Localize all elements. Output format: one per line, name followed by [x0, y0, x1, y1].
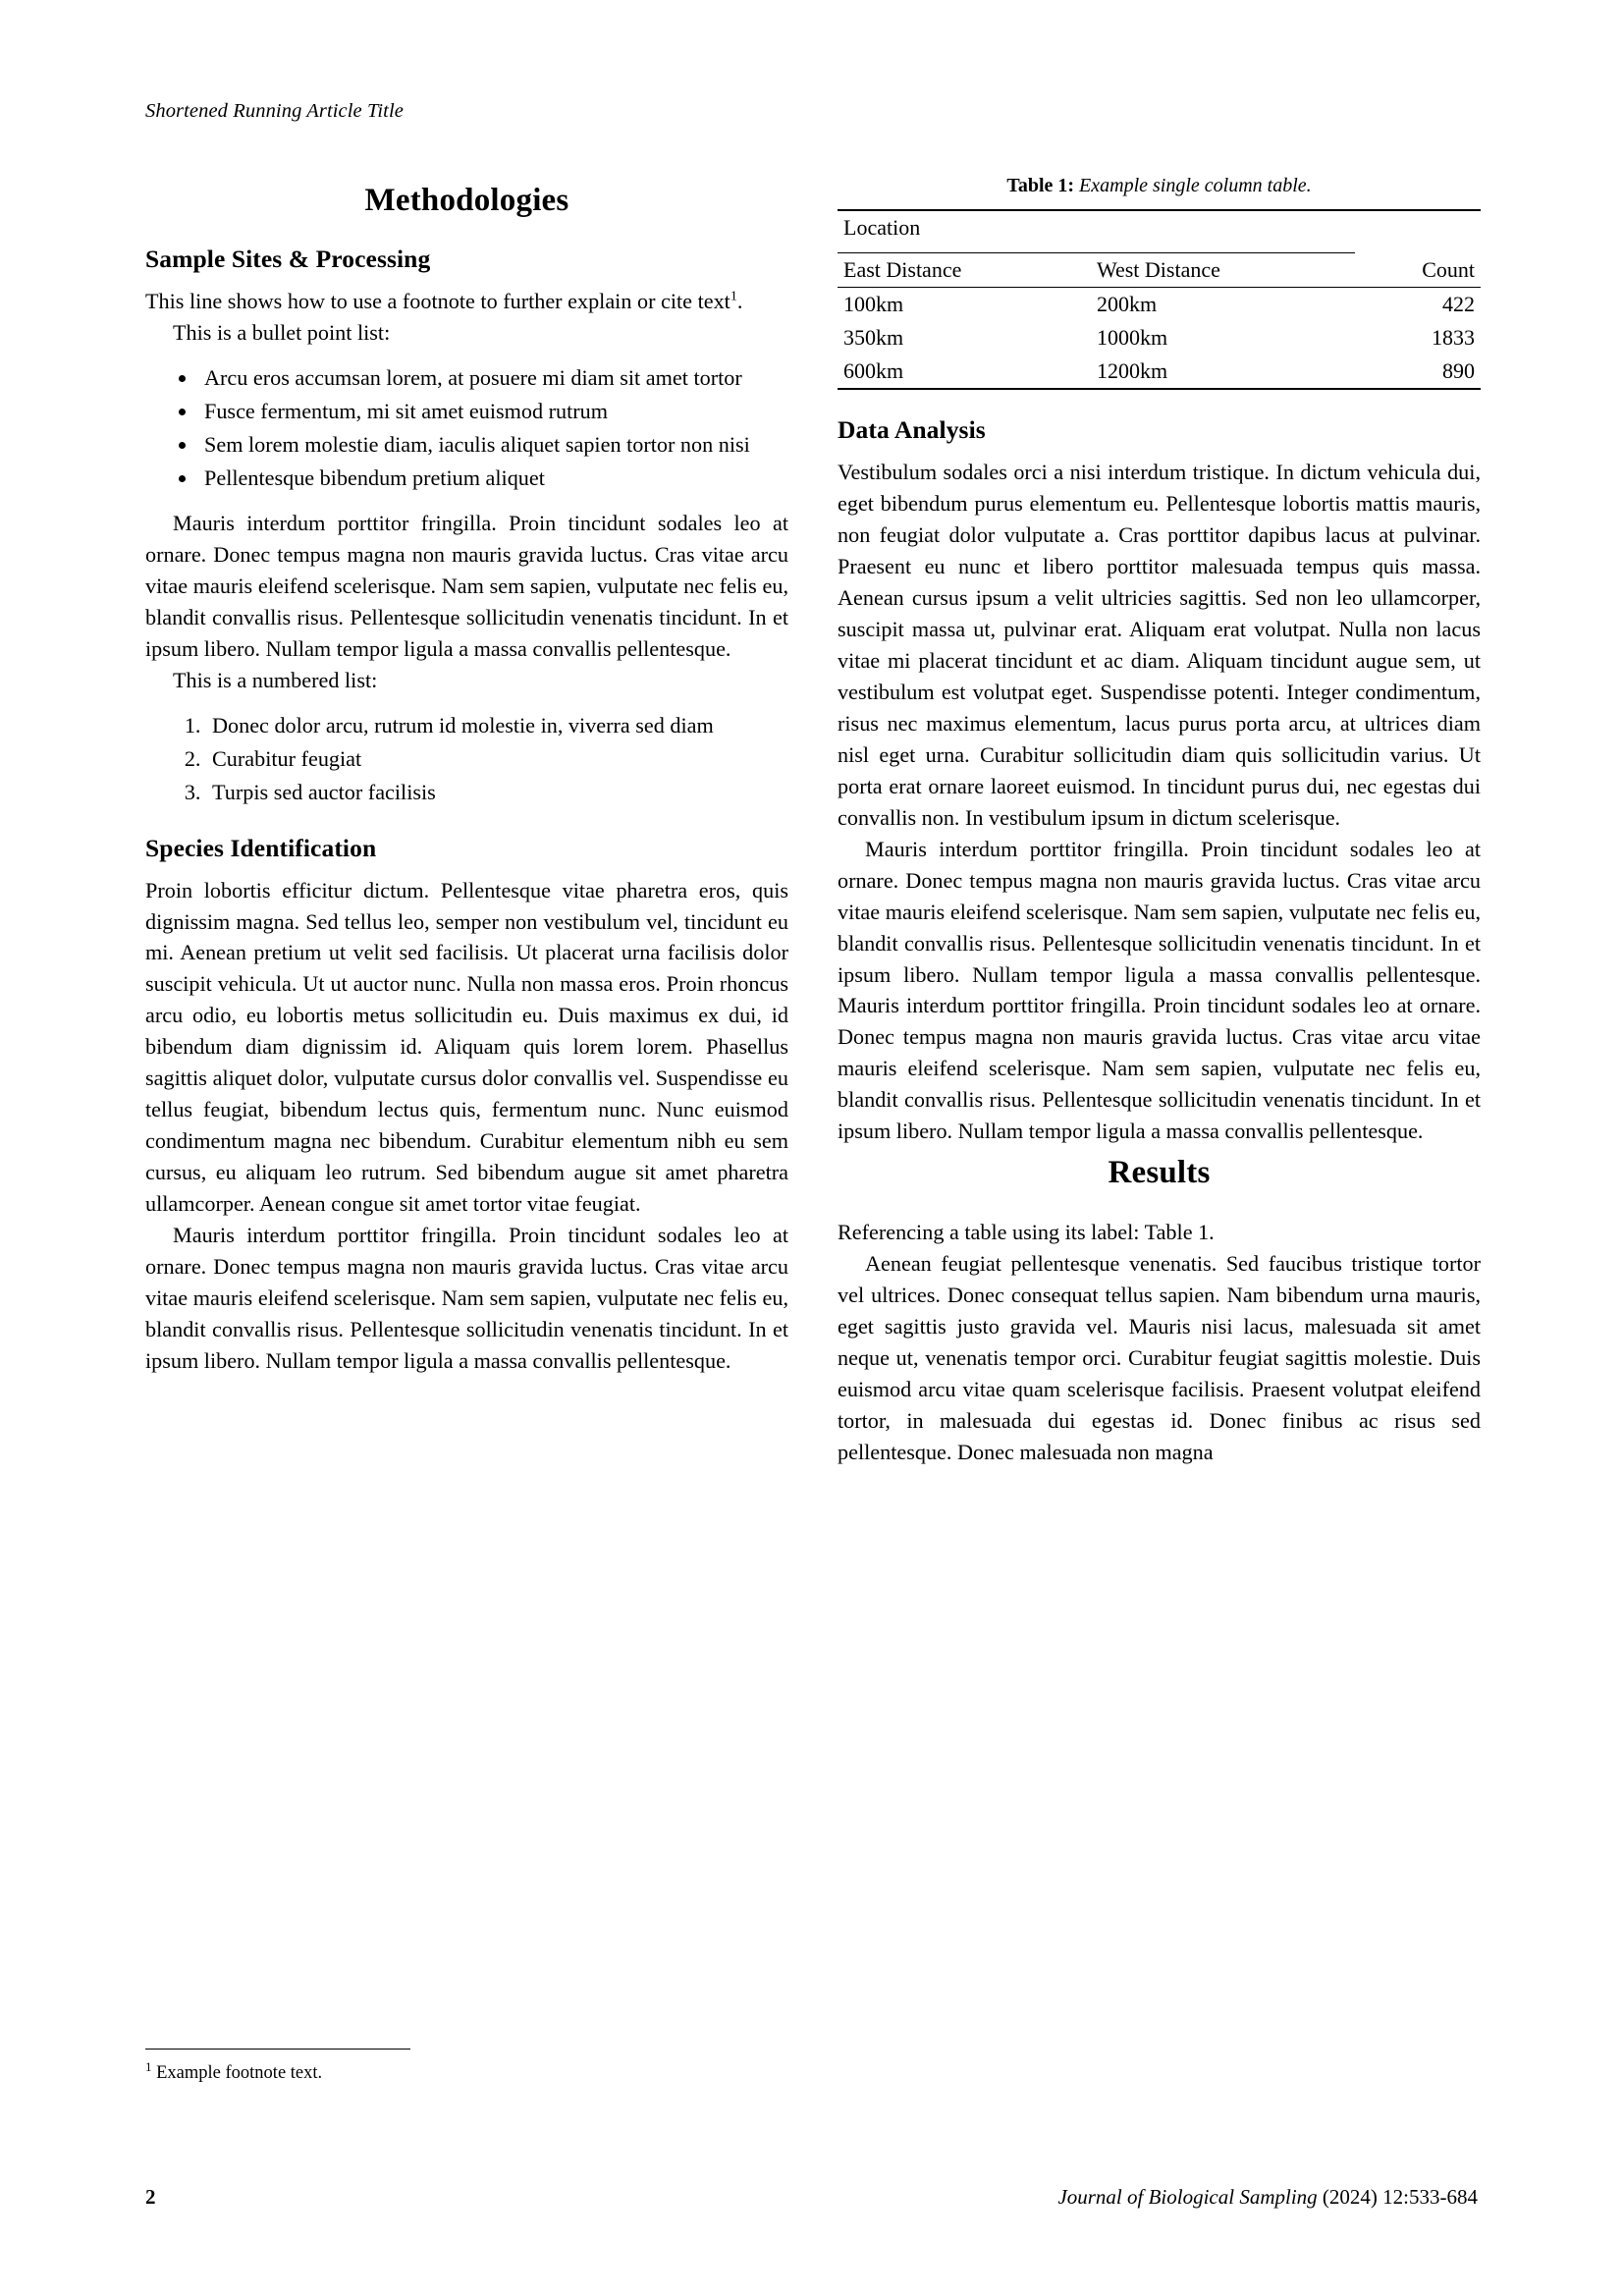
table-cell: 1833 — [1432, 325, 1475, 350]
table-row — [838, 355, 1481, 389]
paragraph-footnote-intro — [145, 286, 788, 317]
bullet-list-intro: This is a bullet point list: — [173, 319, 391, 345]
paragraph-species-1: Proin lobortis efficitur dictum. Pellentesque vitae pharetra eros, quis dignissim magna. Sed tellus leo, semper non vestibulum vel, tincidunt eu mi. Aenean pretium ut velit sed facilisis. Ut placerat urna facilisis dolor suscipit vehicula. Ut ut auctor nunc. Nulla non massa eros. Proin rhoncus arcu odio, eu lobortis metus sollicitudin eu. Duis maximus ex dui, id bibendum diam dignissim id. Aliquam quis lorem lorem. Phasellus sagittis aliquet dolor, vulputate cursus dolor convallis vel. Suspendisse eu tellus feugiat, bibendum lectus quis, fermentum nunc. Nunc euismod condimentum magna nec bibendum. Curabitur elementum nibh eu sem cursus, eu aliquam leo rutrum. Sed bibendum augue sit amet pharetra ullamcorper. Aenean congue sit amet tortor vitae feugiat. — [145, 877, 788, 1217]
numbered-list-intro: This is a numbered list: — [173, 667, 378, 692]
table-row — [838, 288, 1481, 322]
list-item: 2. Curabitur feugiat — [206, 743, 788, 775]
footnote-body: Example footnote text. — [156, 2063, 323, 2084]
paragraph-mauris-1: Mauris interdum porttitor fringilla. Proin tincidunt sodales leo at ornare. Donec tempus magna non mauris gravida luctus. Cras vitae arcu vitae mauris eleifend scelerisque. Nam sem sapien, vulputate nec felis eu, blandit convallis risus. Pellentesque sollicitudin venenatis tincidunt. In et ipsum libero. Nullam tempor ligula a massa convallis pellentesque. — [145, 510, 788, 661]
table-group-rule-row — [838, 245, 1481, 253]
list-item: • Pellentesque bibendum pretium aliquet — [198, 463, 788, 494]
table-header-cell: West Distance — [1091, 253, 1355, 288]
table-group-header: Location — [838, 210, 1355, 245]
heading-species-identification: Species Identification — [145, 833, 377, 862]
paragraph-mauris-3: Mauris interdum porttitor fringilla. Proin tincidunt sodales leo at ornare. Donec tempus magna non mauris gravida luctus. Cras vitae arcu vitae mauris eleifend scelerisque. Nam sem sapien, vulputate nec felis eu, blandit convallis risus. Pellentesque sollicitudin venenatis tincidunt. In et ipsum libero. Nullam tempor ligula a massa convallis pellentesque. Mauris interdum porttitor fringilla. Proin tincidunt sodales leo at ornare. Donec tempus magna non mauris gravida luctus. Cras vitae arcu vitae mauris eleifend scelerisque. Nam sem sapien, vulputate nec felis eu, blandit convallis risus. Pellentesque sollicitudin venenatis tincidunt. In et ipsum libero. Nullam tempor ligula a massa convallis pellentesque. — [838, 836, 1481, 1144]
footnote-marker[interactable]: 1 — [730, 289, 737, 304]
paragraph-vestibulum: Vestibulum sodales orci a nisi interdum tristique. In dictum vehicula dui, eget bibendum purus elementum eu. Pellentesque lobortis mattis mauris, non feugiat dolor vulputate a. Cras porttitor dapibus lacus at pulvinar. Praesent eu nunc et libero porttitor malesuada tempus quis massa. Aenean cursus ipsum a velit ultricies sagittis. Sed non leo ullamcorper, suscipit massa ut, pulvinar erat. Aliquam erat volutpat. Nulla non lacus vitae mi placerat tincidunt et ac diam. Aliquam tincidunt augue sem, ut vestibulum est volutpat eget. Suspendisse potenti. Integer condimentum, risus nec maximus elementum, lacus purus porta arcu, at ultrices diam nisl eget urna. Curabitur sollicitudin diam quis sollicitudin varius. Ut porta erat ornare laoreet euismod. In tincidunt purus dui, nec egestas dui convallis non. In vestibulum ipsum in dictum scelerisque. — [838, 460, 1481, 830]
table-cell: 890 — [1355, 355, 1481, 389]
left-column — [145, 175, 788, 1377]
list-item: 3. Turpis sed auctor facilisis — [206, 777, 788, 808]
right-column — [838, 175, 1481, 1468]
footnote-rule — [145, 2049, 410, 2050]
footnote-number: 1 — [145, 2059, 152, 2074]
table-cell: 422 — [1442, 292, 1475, 316]
table-group-header-row — [838, 210, 1481, 245]
table-group-header-spacer — [1355, 210, 1481, 245]
bullet-list — [145, 362, 788, 494]
table-cell: 350km — [843, 325, 904, 350]
list-item: • Sem lorem molestie diam, iaculis aliquet sapien tortor non nisi — [198, 429, 788, 461]
table-caption-text: Example single column table. — [1079, 175, 1312, 196]
table-cell: 1200km — [1091, 355, 1355, 389]
table-cell: 1000km — [1096, 325, 1168, 350]
table-row — [838, 321, 1481, 355]
page-title: Methodologies — [364, 183, 569, 218]
table-cell: 200km — [1096, 292, 1158, 316]
heading-data-analysis: Data Analysis — [838, 415, 986, 444]
list-item: • Fusce fermentum, mi sit amet euismod rutrum — [198, 396, 788, 427]
table-label: Table 1: — [1006, 175, 1075, 196]
table-header-cell: East Distance — [838, 253, 1091, 288]
table-caption — [838, 175, 1481, 197]
table-group-rule — [838, 245, 1355, 253]
heading-sample-sites: Sample Sites & Processing — [145, 245, 431, 273]
footnote-area — [145, 2049, 788, 2086]
data-table — [838, 209, 1481, 390]
table-group-rule-spacer — [1355, 245, 1481, 253]
running-head: Shortened Running Article Title — [145, 100, 404, 122]
two-column-body — [145, 175, 1481, 2100]
paragraph-mauris-2: Mauris interdum porttitor fringilla. Proin tincidunt sodales leo at ornare. Donec tempus magna non mauris gravida luctus. Cras vitae arcu vitae mauris eleifend scelerisque. Nam sem sapien, vulputate nec felis eu, blandit convallis risus. Pellentesque sollicitudin venenatis tincidunt. In et ipsum libero. Nullam tempor ligula a massa convallis pellentesque. — [145, 1223, 788, 1374]
journal-footer — [1057, 2185, 1478, 2210]
paragraph-table-reference: Referencing a table using its label: Table 1. — [838, 1220, 1215, 1245]
paragraph-aenean: Aenean feugiat pellentesque venenatis. Sed faucibus tristique tortor vel ultrices. Donec consequat tellus sapien. Nam bibendum urna mauris, eget sagittis justo gravida vel. Mauris nisi lacus, malesuada sit amet neque ut, venenatis tempor orci. Curabitur feugiat sagittis molestie. Duis euismod arcu vitae quam scelerisque facilisis. Praesent volutpat eleifend tortor, in malesuada dui egestas id. Donec finibus ac risus sed pellentesque. Donec malesuada non magna — [838, 1251, 1481, 1465]
table-cell: 100km — [843, 292, 904, 316]
numbered-list — [145, 710, 788, 808]
journal-name: Journal of Biological Sampling — [1057, 2185, 1318, 2209]
list-item: • Arcu eros accumsan lorem, at posuere mi diam sit amet tortor — [198, 362, 788, 394]
heading-results: Results — [1108, 1155, 1211, 1191]
table-1-block — [838, 175, 1481, 390]
journal-info: (2024) 12:533-684 — [1322, 2185, 1478, 2209]
paragraph-text: This line shows how to use a footnote to further explain or cite text — [145, 289, 730, 313]
paragraph-text-end: . — [736, 289, 743, 313]
table-header-cell: Count — [1355, 253, 1481, 288]
page-number: 2 — [145, 2185, 156, 2209]
table-header-row — [838, 253, 1481, 288]
table-cell: 600km — [838, 355, 1091, 389]
list-item: 1. Donec dolor arcu, rutrum id molestie in, viverra sed diam — [206, 710, 788, 741]
footnote-text — [145, 2058, 788, 2086]
